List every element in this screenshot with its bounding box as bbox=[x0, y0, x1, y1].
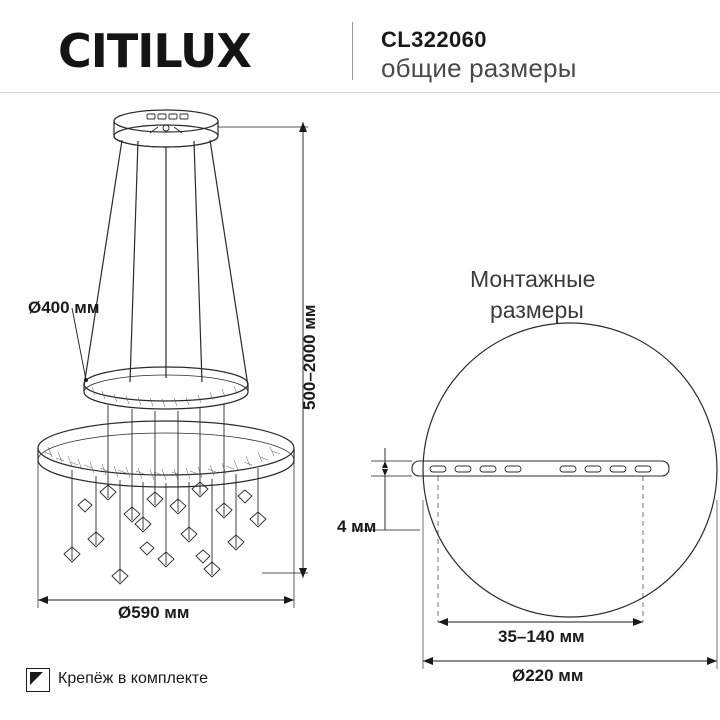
page-subtitle: общие размеры bbox=[381, 53, 577, 83]
label-inner-ring-diameter: Ø400 мм bbox=[28, 298, 100, 317]
mounting-kit-icon bbox=[26, 668, 50, 692]
brand-logo: CITILUX bbox=[58, 24, 251, 78]
outer-ring-top bbox=[38, 421, 294, 475]
mounting-title-line1: Монтажные bbox=[470, 266, 596, 292]
chandelier-elevation-drawing bbox=[38, 110, 294, 584]
canopy-detail bbox=[147, 114, 188, 133]
ceiling-circle bbox=[423, 323, 717, 617]
label-plate-thickness: 4 мм bbox=[337, 517, 377, 536]
mounting-bar-slots bbox=[430, 466, 651, 472]
suspension-cable-right-inner bbox=[194, 141, 202, 382]
mounting-bar bbox=[412, 461, 669, 476]
left-dimension-lines bbox=[38, 122, 308, 608]
mounting-drawing bbox=[352, 323, 717, 669]
outer-ring-bottom bbox=[38, 433, 294, 487]
crystal-strands bbox=[72, 404, 258, 582]
suspension-cable-right-outer bbox=[210, 140, 248, 386]
inner-ring-crystal-texture bbox=[92, 386, 237, 407]
suspension-cable-left-outer bbox=[84, 140, 122, 386]
label-ceiling-circle: Ø220 мм bbox=[512, 666, 584, 685]
mounting-title-line2: размеры bbox=[490, 297, 584, 323]
label-overall-diameter: Ø590 мм bbox=[118, 603, 190, 622]
footer-note: Крепёж в комплекте bbox=[58, 670, 208, 687]
label-drop-height: 500–2000 мм bbox=[300, 304, 319, 410]
leader-inner-ring bbox=[72, 308, 86, 380]
label-mount-spacing: 35–140 мм bbox=[498, 627, 585, 646]
dim-mount-spacing bbox=[438, 476, 643, 626]
product-code: CL322060 bbox=[381, 27, 487, 52]
suspension-cable-left-inner bbox=[130, 141, 138, 382]
inner-ring-bottom bbox=[84, 375, 248, 409]
canopy-bottom-ellipse bbox=[114, 125, 218, 147]
